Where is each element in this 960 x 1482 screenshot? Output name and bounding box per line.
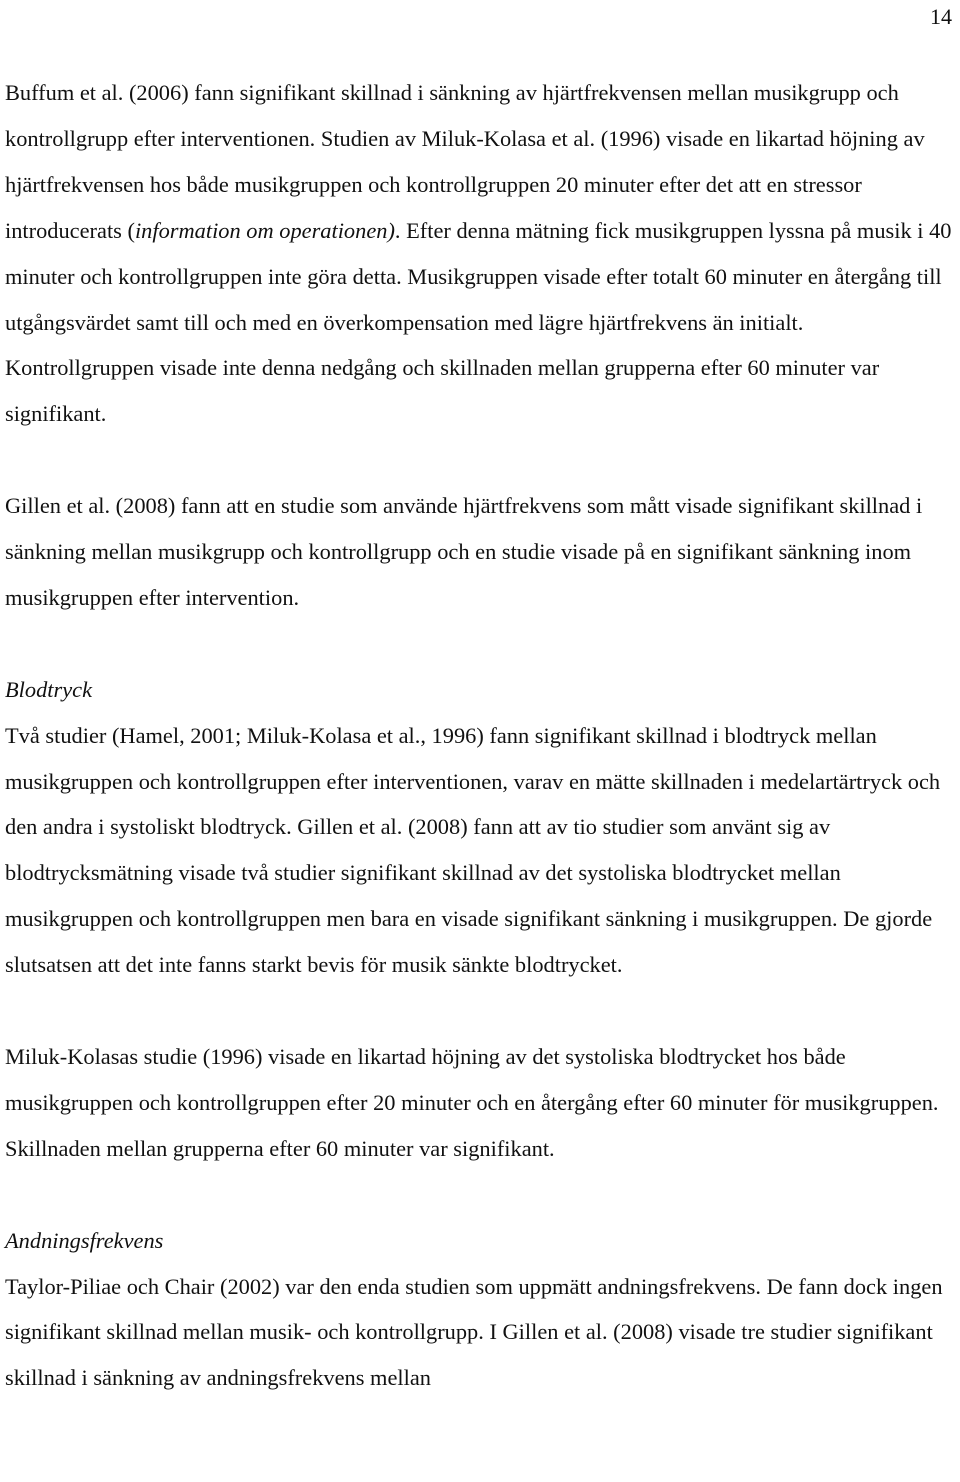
page-number: 14 xyxy=(930,4,952,29)
paragraph-text: Buffum et al. (2006) fann signifikant skillnad i sänkning av hjärtfrekvensen mellan musikgrupp och kontrollgrupp efter interventionen. Studien av Miluk-Kolasa et al. (1996) visade en likartad höjning av hjärtfrekvensen hos både musikgruppen och kontrollgruppen 20 minuter efter det att en stressor introducerats ( xyxy=(5,80,925,243)
paragraph-heart-rate-studies xyxy=(5,70,955,437)
paragraph-gap xyxy=(5,988,955,1034)
document-body xyxy=(5,70,955,1401)
italic-text: information om operationen) xyxy=(134,217,395,243)
paragraph-gap xyxy=(5,621,955,667)
paragraph-text: . Efter denna mätning fick musikgruppen lyssna på musik i 40 minuter och kontrollgruppen inte göra detta. Musikgruppen visade efter totalt 60 minuter en återgång till utgångsvärdet samt till och med en överkompensation med lägre hjärtfrekvens än initialt. Kontrollgruppen visade inte denna nedgång och skillnaden mellan grupperna efter 60 minuter var signifikant. xyxy=(5,217,952,427)
section-heading-respiratory-rate: Andningsfrekvens xyxy=(5,1227,164,1253)
paragraph-blood-pressure: Två studier (Hamel, 2001; Miluk-Kolasa et al., 1996) fann signifikant skillnad i blodtryck mellan musikgruppen och kontrollgruppen efter interventionen, varav en mätte skillnaden i medelartärtryck och den andra i systoliskt blodtryck. Gillen et al. (2008) fann att av tio studier som använt sig av blodtrycksmätning visade två studier signifikant skillnad av det systoliska blodtrycket mellan musikgruppen och kontrollgruppen men bara en visade signifikant sänkning i musikgruppen. De gjorde slutsatsen att det inte fanns starkt bevis för musik sänkte blodtrycket. xyxy=(5,722,941,978)
paragraph-gillen-heart-rate: Gillen et al. (2008) fann att en studie som använde hjärtfrekvens som mått visade signifikant skillnad i sänkning mellan musikgrupp och kontrollgrupp och en studie visade på en signifikant sänkning inom musikgruppen efter intervention. xyxy=(5,493,923,610)
section-heading-blood-pressure: Blodtryck xyxy=(5,676,93,702)
paragraph-miluk-kolasa: Miluk-Kolasas studie (1996) visade en likartad höjning av det systoliska blodtrycket hos både musikgruppen och kontrollgruppen efter 20 minuter och en återgång efter 60 minuter för musikgruppen. Skillnaden mellan grupperna efter 60 minuter var signifikant. xyxy=(5,1043,939,1161)
paragraph-respiratory-rate: Taylor-Piliae och Chair (2002) var den enda studien som uppmätt andningsfrekvens. De fann dock ingen signifikant skillnad mellan musik- och kontrollgrupp. I Gillen et al. (2008) visade tre studier signifikant skillnad i sänkning av andningsfrekvens mellan xyxy=(5,1273,943,1391)
paragraph-gap xyxy=(5,437,955,483)
paragraph-gap xyxy=(5,1172,955,1218)
